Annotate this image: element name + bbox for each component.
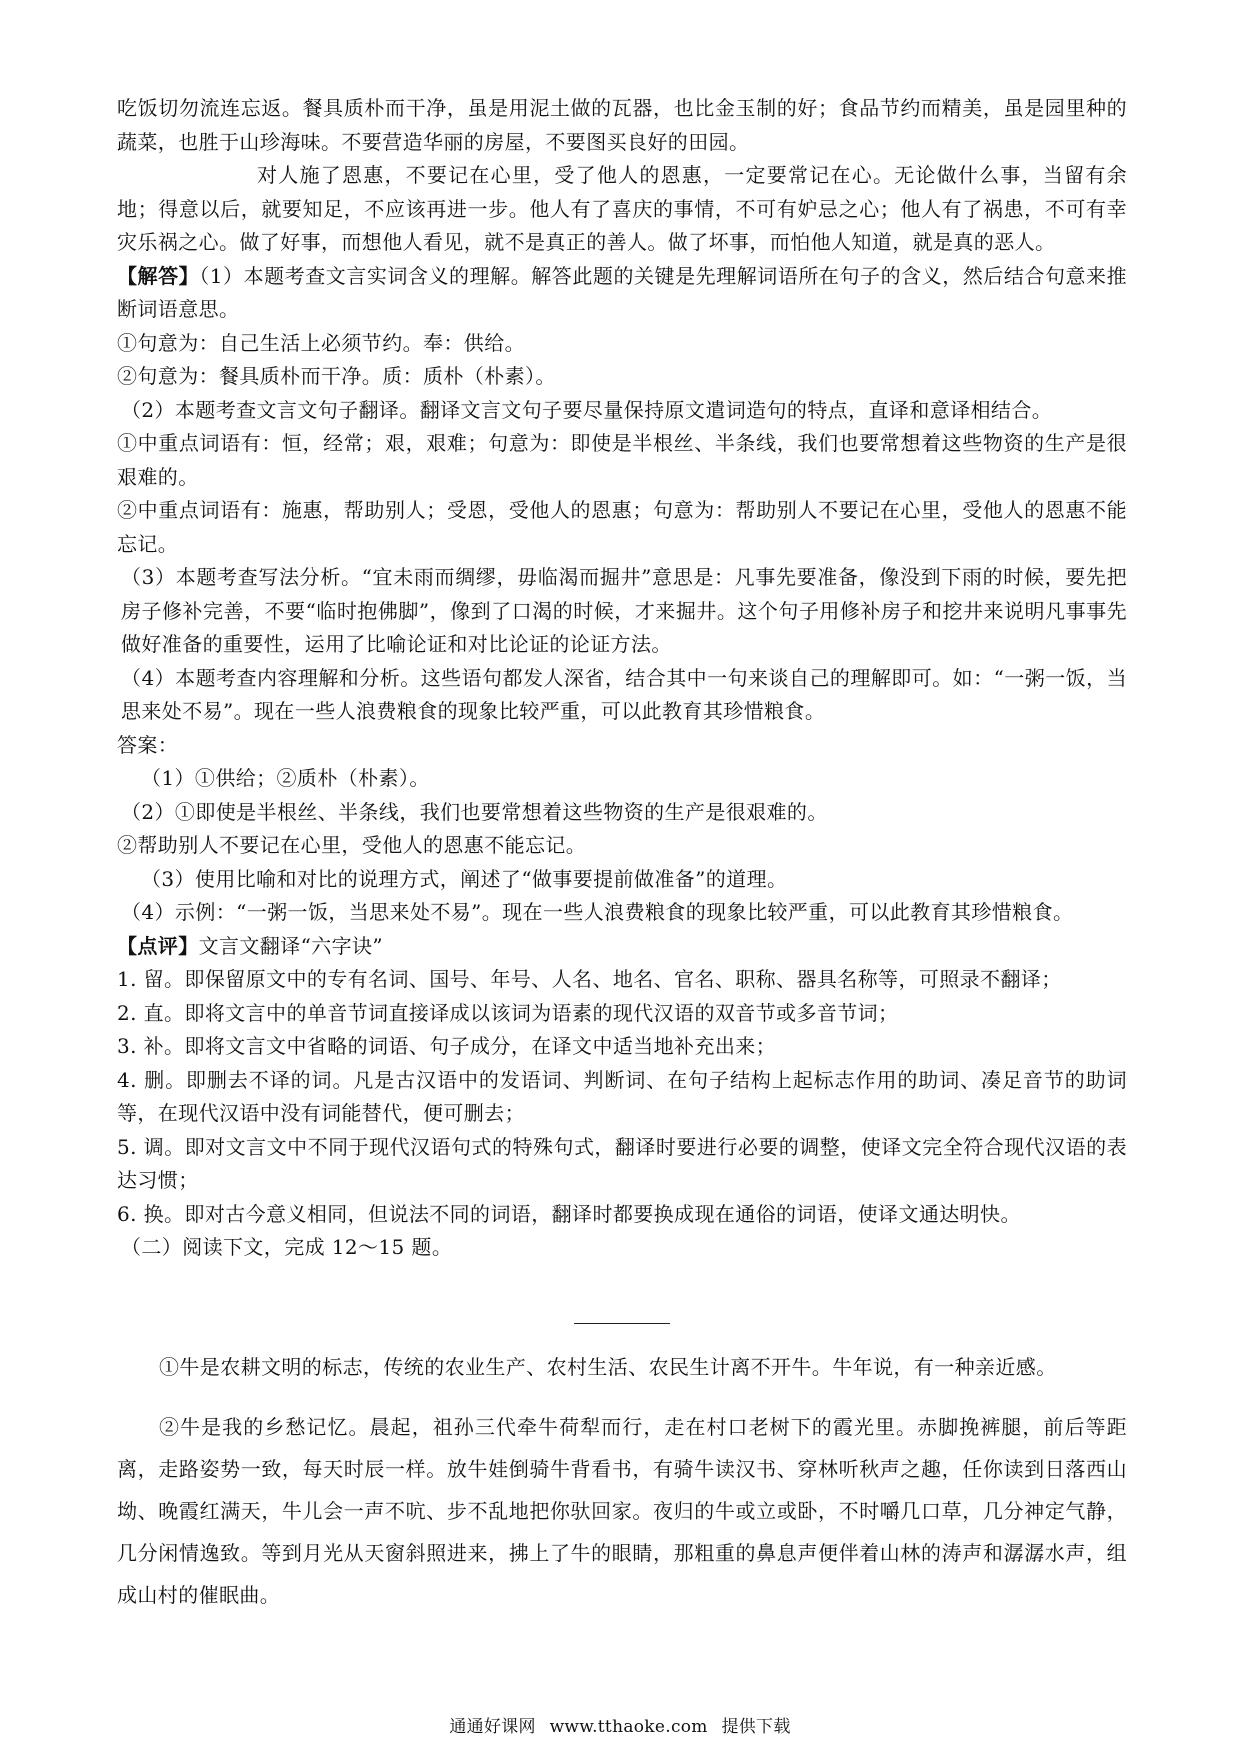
analysis-line-6: （3）本题考查写法分析。“宜未雨而绸缪，毋临渴而掘井”意思是：凡事先要准备，像没到下雨的时候，要先把房子修补完善，不要“临时抱佛脚”，像到了口渴的时候，才来掘井。这个句子用修补房子和挖井来说明凡事事先做好准备的重要性，运用了比喻论证和对比论证的论证方法。 (121, 565, 1127, 656)
comment-item: 2. 直。即将文言中的单音节词直接译成以该词为语素的现代汉语的双音节或多音节词； (117, 1000, 899, 1025)
answer-2: （2）①即使是半根丝、半条线，我们也要常想着这些物资的生产是很艰难的。 (121, 799, 828, 824)
comment-item: 4. 删。即删去不译的词。凡是古汉语中的发语词、判断词、在句子结构上起标志作用的助词、凑足音节的助词等，在现代汉语中没有词能替代，便可删去； (117, 1067, 1127, 1125)
analysis-line-2: ②句意为：餐具质朴而干净。质：质朴（朴素）。 (117, 364, 556, 388)
answer-2b: ②帮助别人不要记在心里，受他人的恩惠不能忘记。 (117, 833, 587, 857)
article-title-blank (117, 1323, 1127, 1324)
article-body (117, 1346, 1127, 1616)
analysis-line-1: ①句意为：自己生活上必须节约。奉：供给。 (117, 330, 525, 355)
analysis-intro-text: （1）本题考查文言实词含义的理解。解答此题的关键是先理解词语所在句子的含义，然后结合句意来推断词语意思。 (117, 263, 1127, 321)
analysis-line-5: ②中重点词语有：施惠，帮助别人；受恩，受他人的恩惠；句意为：帮助别人不要记在心里，受他人的恩惠不能忘记。 (117, 498, 1127, 556)
analysis-line-4: ①中重点词语有：恒，经常；艰，艰难；句意为：即使是半根丝、半条线，我们也要常想着这些物资的生产是很艰难的。 (117, 431, 1127, 489)
translation-paragraph-1: 吃饭切勿流连忘返。餐具质朴而干净，虽是用泥土做的瓦器，也比金玉制的好；食品节约而精美，虽是园里种的蔬菜，也胜于山珍海味。不要营造华丽的房屋，不要图买良好的田园。 (117, 96, 1127, 154)
comment-item: 6. 换。即对古今意义相同，但说法不同的词语，翻译时都要换成现在通俗的词语，使译文通达明快。 (117, 1201, 1021, 1226)
answer-4: （4）示例：“一粥一饭，当思来处不易”。现在一些人浪费粮食的现象比较严重，可以此教育其珍惜粮食。 (121, 900, 1074, 924)
answers-label: 答案： (117, 732, 179, 757)
comment-title: 文言文翻译“六字诀” (198, 933, 384, 958)
comment-item: 3. 补。即将文言文中省略的词语、句子成分，在译文中适当地补充出来； (117, 1034, 777, 1058)
comment-tag: 【点评】 (117, 933, 199, 958)
article-paragraph-2: ②牛是我的乡愁记忆。晨起，祖孙三代牵牛荷犁而行，走在村口老树下的霞光里。赤脚挽裤腿，前后等距离，走路姿势一致，每天时辰一样。放牛娃倒骑牛背看书，有骑牛读汉书、穿林听秋声之趣，任你读到日落西山坳、晚霞红满天，牛儿会一声不吭、步不乱地把你驮回家。夜归的牛或立或卧，不时嚼几口草，几分神定气静，几分闲情逸致。等到月光从天窗斜照进来，拂上了牛的眼睛，那粗重的鼻息声便伴着山林的涛声和潺潺水声，组成山村的催眠曲。 (117, 1414, 1127, 1607)
comment-item: 1. 留。即保留原文中的专有名词、国号、年号、人名、地名、官名、职称、器具名称等，可照录不翻译； (117, 967, 1062, 991)
analysis-tag: 【解答】 (117, 263, 200, 288)
page-content (117, 92, 1127, 1616)
title-blank-line (574, 1323, 670, 1324)
comment-heading (117, 930, 1127, 964)
section-2-heading: （二）阅读下文，完成 12～15 题。 (121, 1235, 453, 1259)
section-spacer (117, 1265, 1127, 1313)
translation-paragraph-2: 对人施了恩惠，不要记在心里，受了他人的恩惠，一定要常记在心。无论做什么事，当留有余地；得意以后，就要知足，不应该再进一步。他人有了喜庆的事情，不可有妒忌之心；他人有了祸患，不可有幸灾乐祸之心。做了好事，而想他人看见，就不是真正的善人。做了坏事，而怕他人知道，就是真的恶人。 (117, 163, 1127, 254)
page-footer (0, 1712, 1240, 1737)
article-paragraph-1: ①牛是农耕文明的标志，传统的农业生产、农村生活、农民生计离不开牛。牛年说，有一种亲近感。 (159, 1354, 1057, 1379)
footer-url[interactable]: www.tthaoke.com (549, 1717, 708, 1737)
footer-suffix: 提供下载 (721, 1717, 791, 1737)
comment-item: 5. 调。即对文言文中不同于现代汉语句式的特殊句式，翻译时要进行必要的调整，使译文完全符合现代汉语的表达习惯； (117, 1134, 1127, 1192)
answer-3: （3）使用比喻和对比的说理方式，阐述了“做事要提前做准备”的道理。 (141, 866, 788, 891)
analysis-intro (117, 260, 1127, 327)
answer-1: （1）①供给；②质朴（朴素）。 (141, 766, 430, 790)
analysis-line-3: （2）本题考查文言文句子翻译。翻译文言文句子要尽量保持原文遣词造句的特点，直译和意译相结合。 (121, 397, 1053, 422)
analysis-line-7: （4）本题考查内容理解和分析。这些语句都发人深省，结合其中一句来谈自己的理解即可。如：“一粥一饭，当思来处不易”。现在一些人浪费粮食的现象比较严重，可以此教育其珍惜粮食。 (121, 665, 1127, 723)
footer-site-name: 通通好课网 (449, 1717, 536, 1737)
